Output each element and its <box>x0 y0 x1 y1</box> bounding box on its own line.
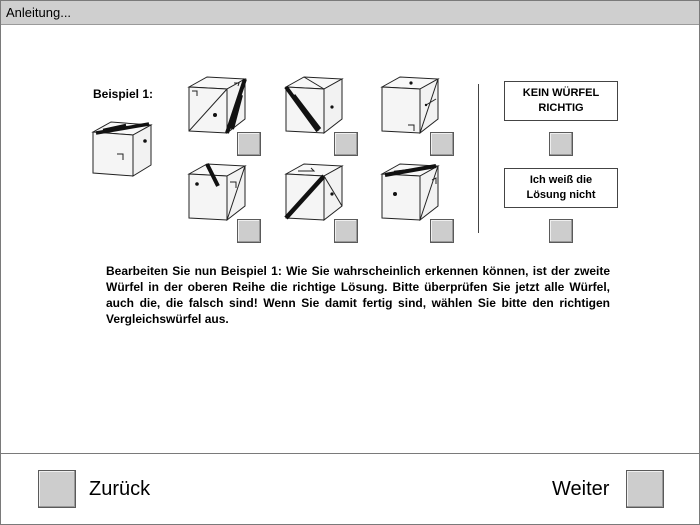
cube-bottom-2 <box>284 162 346 224</box>
dont-know-box <box>504 168 618 208</box>
dont-know-line1: Ich weiß die <box>529 174 593 186</box>
no-cube-correct-line1: KEIN WÜRFEL <box>522 87 600 99</box>
cube-bottom-3-checkbox[interactable] <box>430 219 454 243</box>
cube-bottom-1-checkbox[interactable] <box>237 219 261 243</box>
dont-know-line2: Lösung nicht <box>526 189 596 201</box>
cube-bottom-1 <box>187 162 249 224</box>
footer-divider <box>1 453 699 454</box>
reference-cube <box>91 119 155 181</box>
next-label[interactable]: Weiter <box>552 478 610 500</box>
cube-top-1 <box>187 75 249 137</box>
cube-top-3-checkbox[interactable] <box>430 132 454 156</box>
back-button[interactable] <box>38 470 76 508</box>
cube-top-2-checkbox[interactable] <box>334 132 358 156</box>
no-cube-correct-box <box>504 81 618 121</box>
cube-top-3 <box>380 75 442 137</box>
window-titlebar: Anleitung... <box>1 1 699 25</box>
cube-bottom-3 <box>380 162 442 224</box>
no-cube-correct-line2: RICHTIG <box>538 102 584 114</box>
next-button[interactable] <box>626 470 664 508</box>
cube-top-1-checkbox[interactable] <box>237 132 261 156</box>
dont-know-checkbox[interactable] <box>549 219 573 243</box>
options-divider <box>478 84 479 233</box>
example-label: Beispiel 1: <box>93 87 154 101</box>
no-cube-correct-checkbox[interactable] <box>549 132 573 156</box>
cube-top-2 <box>284 75 346 137</box>
cube-bottom-2-checkbox[interactable] <box>334 219 358 243</box>
instructions-text: Bearbeiten Sie nun Beispiel 1: Wie Sie wahrscheinlich erkennen können, ist der zweite Würfel in der oberen Reihe die richtige Lösung. Bitte überprüfen Sie jetzt alle Würfel, auch die, die falsch sind! Wenn Sie damit fertig sind, wählen Sie bitte den richtigen Vergleichswürfel aus. <box>106 264 610 326</box>
back-label[interactable]: Zurück <box>89 478 151 500</box>
